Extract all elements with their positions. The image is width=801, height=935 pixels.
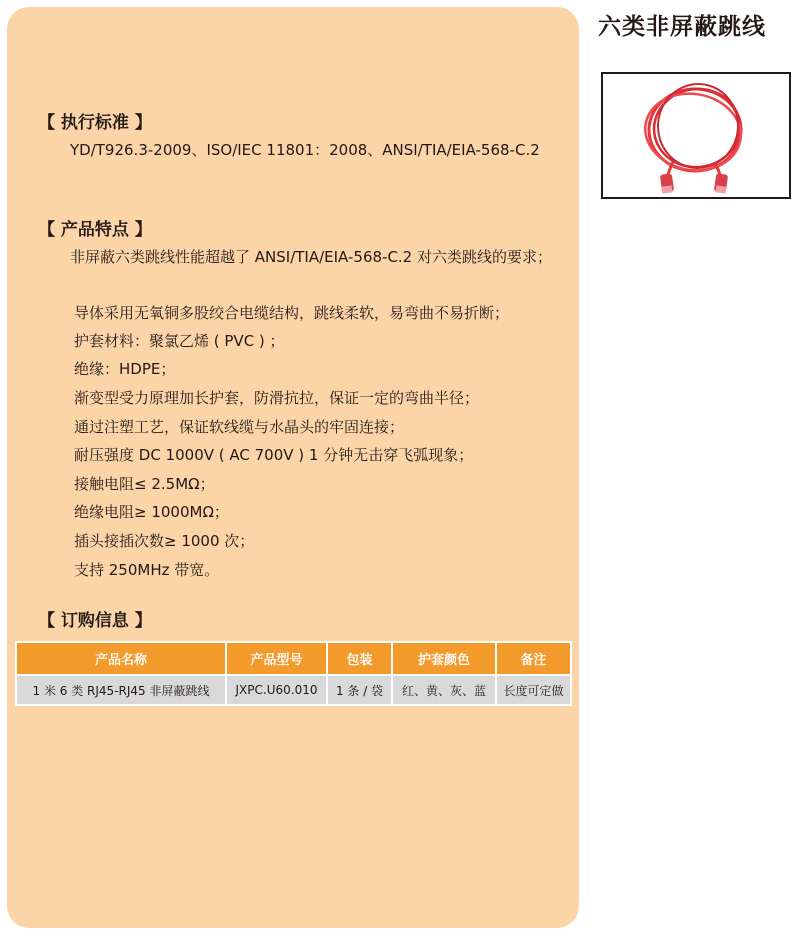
feature-item: 通过注塑工艺，保证软线缆与水晶头的牢固连接； <box>74 418 405 436</box>
table-cell: 长度可定做 <box>496 675 571 705</box>
table-cell: 1 米 6 类 RJ45-RJ45 非屏蔽跳线 <box>16 675 226 705</box>
table-row <box>16 675 571 705</box>
feature-item: 插头接插次数≥ 1000 次； <box>74 532 255 550</box>
standard-text: YD/T926.3-2009、ISO/IEC 11801：2008、ANSI/TIA/EIA-568-C.2 <box>70 141 540 159</box>
standard-heading: 【 执行标准 】 <box>38 113 152 133</box>
feature-item: 绝缘电阻≥ 1000MΩ； <box>74 503 229 521</box>
patch-cable-image <box>603 74 789 197</box>
order-heading: 【 订购信息 】 <box>38 611 152 631</box>
column-header: 产品名称 <box>16 642 226 675</box>
feature-item: 接触电阻≤ 2.5MΩ； <box>74 475 215 493</box>
column-header: 备注 <box>496 642 571 675</box>
feature-item: 耐压强度 DC 1000V ( AC 700V ) 1 分钟无击穿飞弧现象； <box>74 446 474 464</box>
features-heading: 【 产品特点 】 <box>38 220 152 240</box>
table-cell: 1 条 / 袋 <box>327 675 392 705</box>
table-cell: 红、黄、灰、蓝 <box>392 675 496 705</box>
column-header: 护套颜色 <box>392 642 496 675</box>
column-header: 产品型号 <box>226 642 327 675</box>
feature-item: 护套材料：聚氯乙烯 ( PVC ) ； <box>74 332 285 350</box>
table-header-row <box>16 642 571 675</box>
column-header: 包装 <box>327 642 392 675</box>
features-intro: 非屏蔽六类跳线性能超越了 ANSI/TIA/EIA-568-C.2 对六类跳线的要求； <box>70 248 552 266</box>
product-title: 六类非屏蔽跳线 <box>598 14 766 40</box>
product-photo <box>601 72 791 199</box>
feature-item: 渐变型受力原理加长护套，防滑抗拉，保证一定的弯曲半径； <box>74 389 480 407</box>
table-cell: JXPC.U60.010 <box>226 675 327 705</box>
feature-item: 支持 250MHz 带宽。 <box>74 561 220 579</box>
order-table <box>15 641 572 706</box>
feature-item: 绝缘：HDPE； <box>74 360 176 378</box>
feature-item: 导体采用无氧铜多股绞合电缆结构，跳线柔软，易弯曲不易折断； <box>74 304 510 322</box>
